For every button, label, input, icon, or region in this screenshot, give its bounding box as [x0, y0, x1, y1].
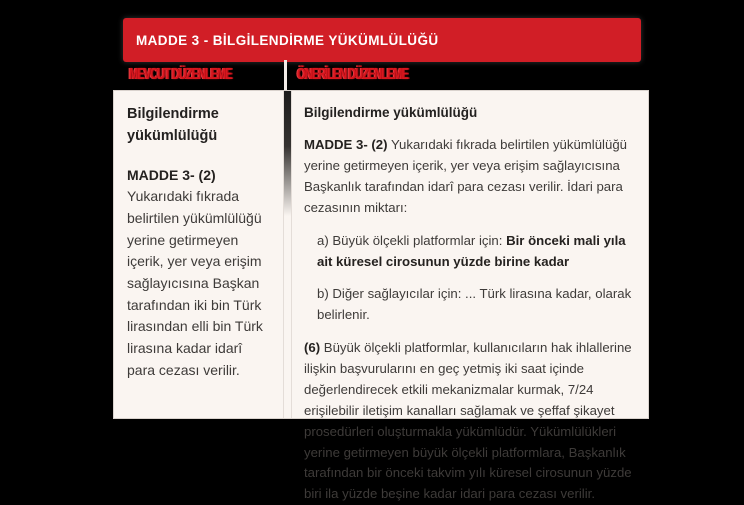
paragraph: [317, 231, 634, 273]
bold-text-segment: MADDE 3- (2): [127, 166, 216, 183]
paragraph: [317, 284, 634, 326]
article-title-banner: [123, 18, 641, 62]
text-segment: b) Diğer sağlayıcılar için: ... Türk lirasına kadar, olarak belirlenir.: [317, 286, 632, 323]
paragraph: [127, 165, 271, 382]
column-header-proposed: ÖNERİLEN DÜZENLEME: [297, 66, 408, 83]
current-regulation-card: [114, 91, 284, 418]
bold-text-segment: MADDE 3- (2): [304, 137, 388, 153]
paragraph: [304, 135, 634, 218]
column-header-current: MEVCUT DÜZENLEME: [129, 66, 232, 83]
bold-text-segment: (6): [304, 340, 321, 356]
proposed-card-body: [304, 135, 634, 505]
text-segment: Yukarıdaki fıkrada belirtilen yükümlülüğü yerine getirmeyen içerik, yer veya erişim sağlayıcısına Başkan tarafından iki bin Türk lirasından elli bin Türk lirasına kadar idarî para cezası verilir.: [127, 188, 263, 378]
text-segment: Yukarıdaki fıkrada belirtilen yükümlülüğü yerine getirmeyen içerik, yer veya erişim sağlayıcısına Başkanlık tarafından idarî para cezası verilir. İdari para cezasının miktarı:: [304, 137, 627, 215]
current-card-heading: Bilgilendirme yükümlülüğü: [127, 106, 219, 144]
proposed-card-heading: Bilgilendirme yükümlülüğü: [304, 105, 478, 120]
text-segment: a) Büyük ölçekli platformlar için:: [317, 232, 507, 248]
current-card-body: [127, 165, 271, 382]
comparison-table: [113, 90, 649, 502]
article-title: MADDE 3 - BİLGİLENDİRME YÜKÜMLÜLÜĞÜ: [136, 32, 439, 48]
column-gap-shadow: [284, 91, 291, 418]
paragraph: [304, 338, 634, 505]
header-divider-line: [284, 60, 287, 91]
text-segment: Büyük ölçekli platformlar, kullanıcıların hak ihlallerine ilişkin başvurularını en geç yetmiş iki saat içinde değerlendirecek etkili mekanizmalar kurmak, 7/24 erişilebilir iletişim kanalları sağlamak ve şeffaf şikayet prosedürleri oluşturmakla yükümlüdür. Yükümlülükleri yerine getirmeyen büyük ölçekli platformlara, Başkanlık tarafından bir önceki takvim yılı küresel cirosunun yüzde biri ila yüzde beşine kadar idari para cezası verilir.: [304, 340, 632, 502]
proposed-regulation-card: [291, 91, 648, 502]
bold-text-segment: Bir önceki mali yıla ait küresel cirosunun yüzde birine kadar: [317, 232, 626, 269]
